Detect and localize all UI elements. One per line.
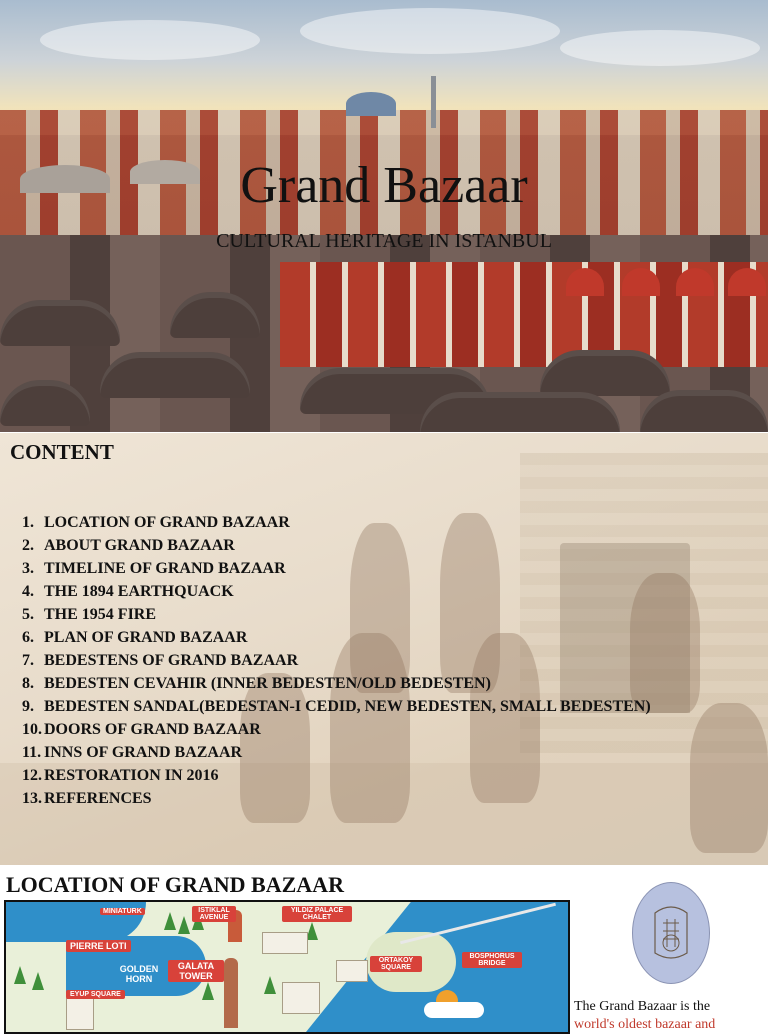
item-number: 3. [22,560,34,577]
item-number: 6. [22,629,34,646]
contents-item [22,787,672,810]
cloud-shape [560,30,760,66]
map-label-miniaturk: MINIATURK [100,908,145,915]
cloud-icon [424,1002,484,1018]
item-number: 7. [22,652,34,669]
item-number: 2. [22,537,34,554]
tree-icon [178,916,190,934]
galata-tower-icon [224,958,238,1028]
item-text: BEDESTEN SANDAL(BEDESTAN-I CEDID, NEW BEDESTEN, SMALL BEDESTEN) [44,698,651,715]
item-text: DOORS OF GRAND BAZAAR [44,721,261,738]
item-text: RESTORATION IN 2016 [44,767,219,784]
item-number: 9. [22,698,34,715]
map-label-yildiz-palace: YILDIZ PALACE CHALET [282,906,352,922]
page-title: Grand Bazaar [240,157,528,214]
contents-item [22,741,672,764]
tree-icon [264,976,276,994]
location-heading: LOCATION OF GRAND BAZAAR [6,872,344,897]
tree-icon [32,972,44,990]
mosque-dome [346,92,396,116]
item-number: 4. [22,583,34,600]
contents-item [22,718,672,741]
item-number: 10. [22,721,42,738]
item-number: 12. [22,767,42,784]
contents-item [22,534,672,557]
contents-heading: CONTENT [10,440,114,464]
contents-item [22,695,672,718]
roof-vault [420,392,620,432]
item-text: BEDESTENS OF GRAND BAZAAR [44,652,299,669]
seal-drawing [633,883,709,983]
building-icon [66,998,94,1030]
tree-icon [14,966,26,984]
item-number: 8. [22,675,34,692]
map-label-galata-tower: GALATA TOWER [168,960,224,982]
roof-vault [0,300,120,346]
map-label-ortakoy-square: ORTAKOY SQUARE [370,956,422,972]
contents-item [22,511,672,534]
roof-vault [100,352,250,398]
minaret-tower [431,76,436,128]
page-subtitle: CULTURAL HERITAGE IN ISTANBUL [216,230,552,252]
item-text: ABOUT GRAND BAZAAR [44,537,235,554]
map-label-pierre-loti: PIERRE LOTI [66,940,131,952]
tree-icon [202,982,214,1000]
contents-item [22,672,672,695]
map-label-istiklal-avenue: ISTIKLAL AVENUE [192,906,236,922]
contents-item [22,649,672,672]
item-number: 11. [22,744,42,761]
location-slide [0,866,768,1032]
building-icon [336,960,368,982]
map-label-bosphorus-bridge: BOSPHORUS BRIDGE [462,952,522,968]
map-label-golden-horn: GOLDEN HORN [119,964,159,984]
contents-item [22,626,672,649]
building-icon [262,932,308,954]
item-text: REFERENCES [44,790,152,807]
map-label-eyup-square: EYUP SQUARE [66,990,125,999]
contents-item [22,603,672,626]
roof-vault [640,390,768,432]
item-text: PLAN OF GRAND BAZAAR [44,629,248,646]
cloud-shape [40,20,260,60]
item-text: THE 1894 EARTHQUACK [44,583,234,600]
item-number: 1. [22,514,34,531]
item-text: TIMELINE OF GRAND BAZAAR [44,560,286,577]
item-text: THE 1954 FIRE [44,606,157,623]
item-text: LOCATION OF GRAND BAZAAR [44,514,290,531]
background-figure [690,703,768,853]
building-icon [282,982,320,1014]
roof-vault [540,350,670,396]
location-text-line: world's oldest bazaar and [574,1017,716,1032]
cloud-shape [300,8,560,54]
ottoman-seal-image [632,882,710,984]
item-text: INNS OF GRAND BAZAAR [44,744,243,761]
istanbul-map [4,900,570,1034]
location-description [574,998,768,1034]
item-number: 5. [22,606,34,623]
contents-list [22,511,672,810]
contents-item [22,557,672,580]
item-text: BEDESTEN CEVAHIR (INNER BEDESTEN/OLD BEDESTEN) [44,675,491,692]
contents-item [22,764,672,787]
item-number: 13. [22,790,42,807]
contents-item [22,580,672,603]
contents-slide [0,433,768,865]
tree-icon [164,912,176,930]
cover-slide [0,0,768,432]
location-text-line: The Grand Bazaar is the [574,999,711,1014]
